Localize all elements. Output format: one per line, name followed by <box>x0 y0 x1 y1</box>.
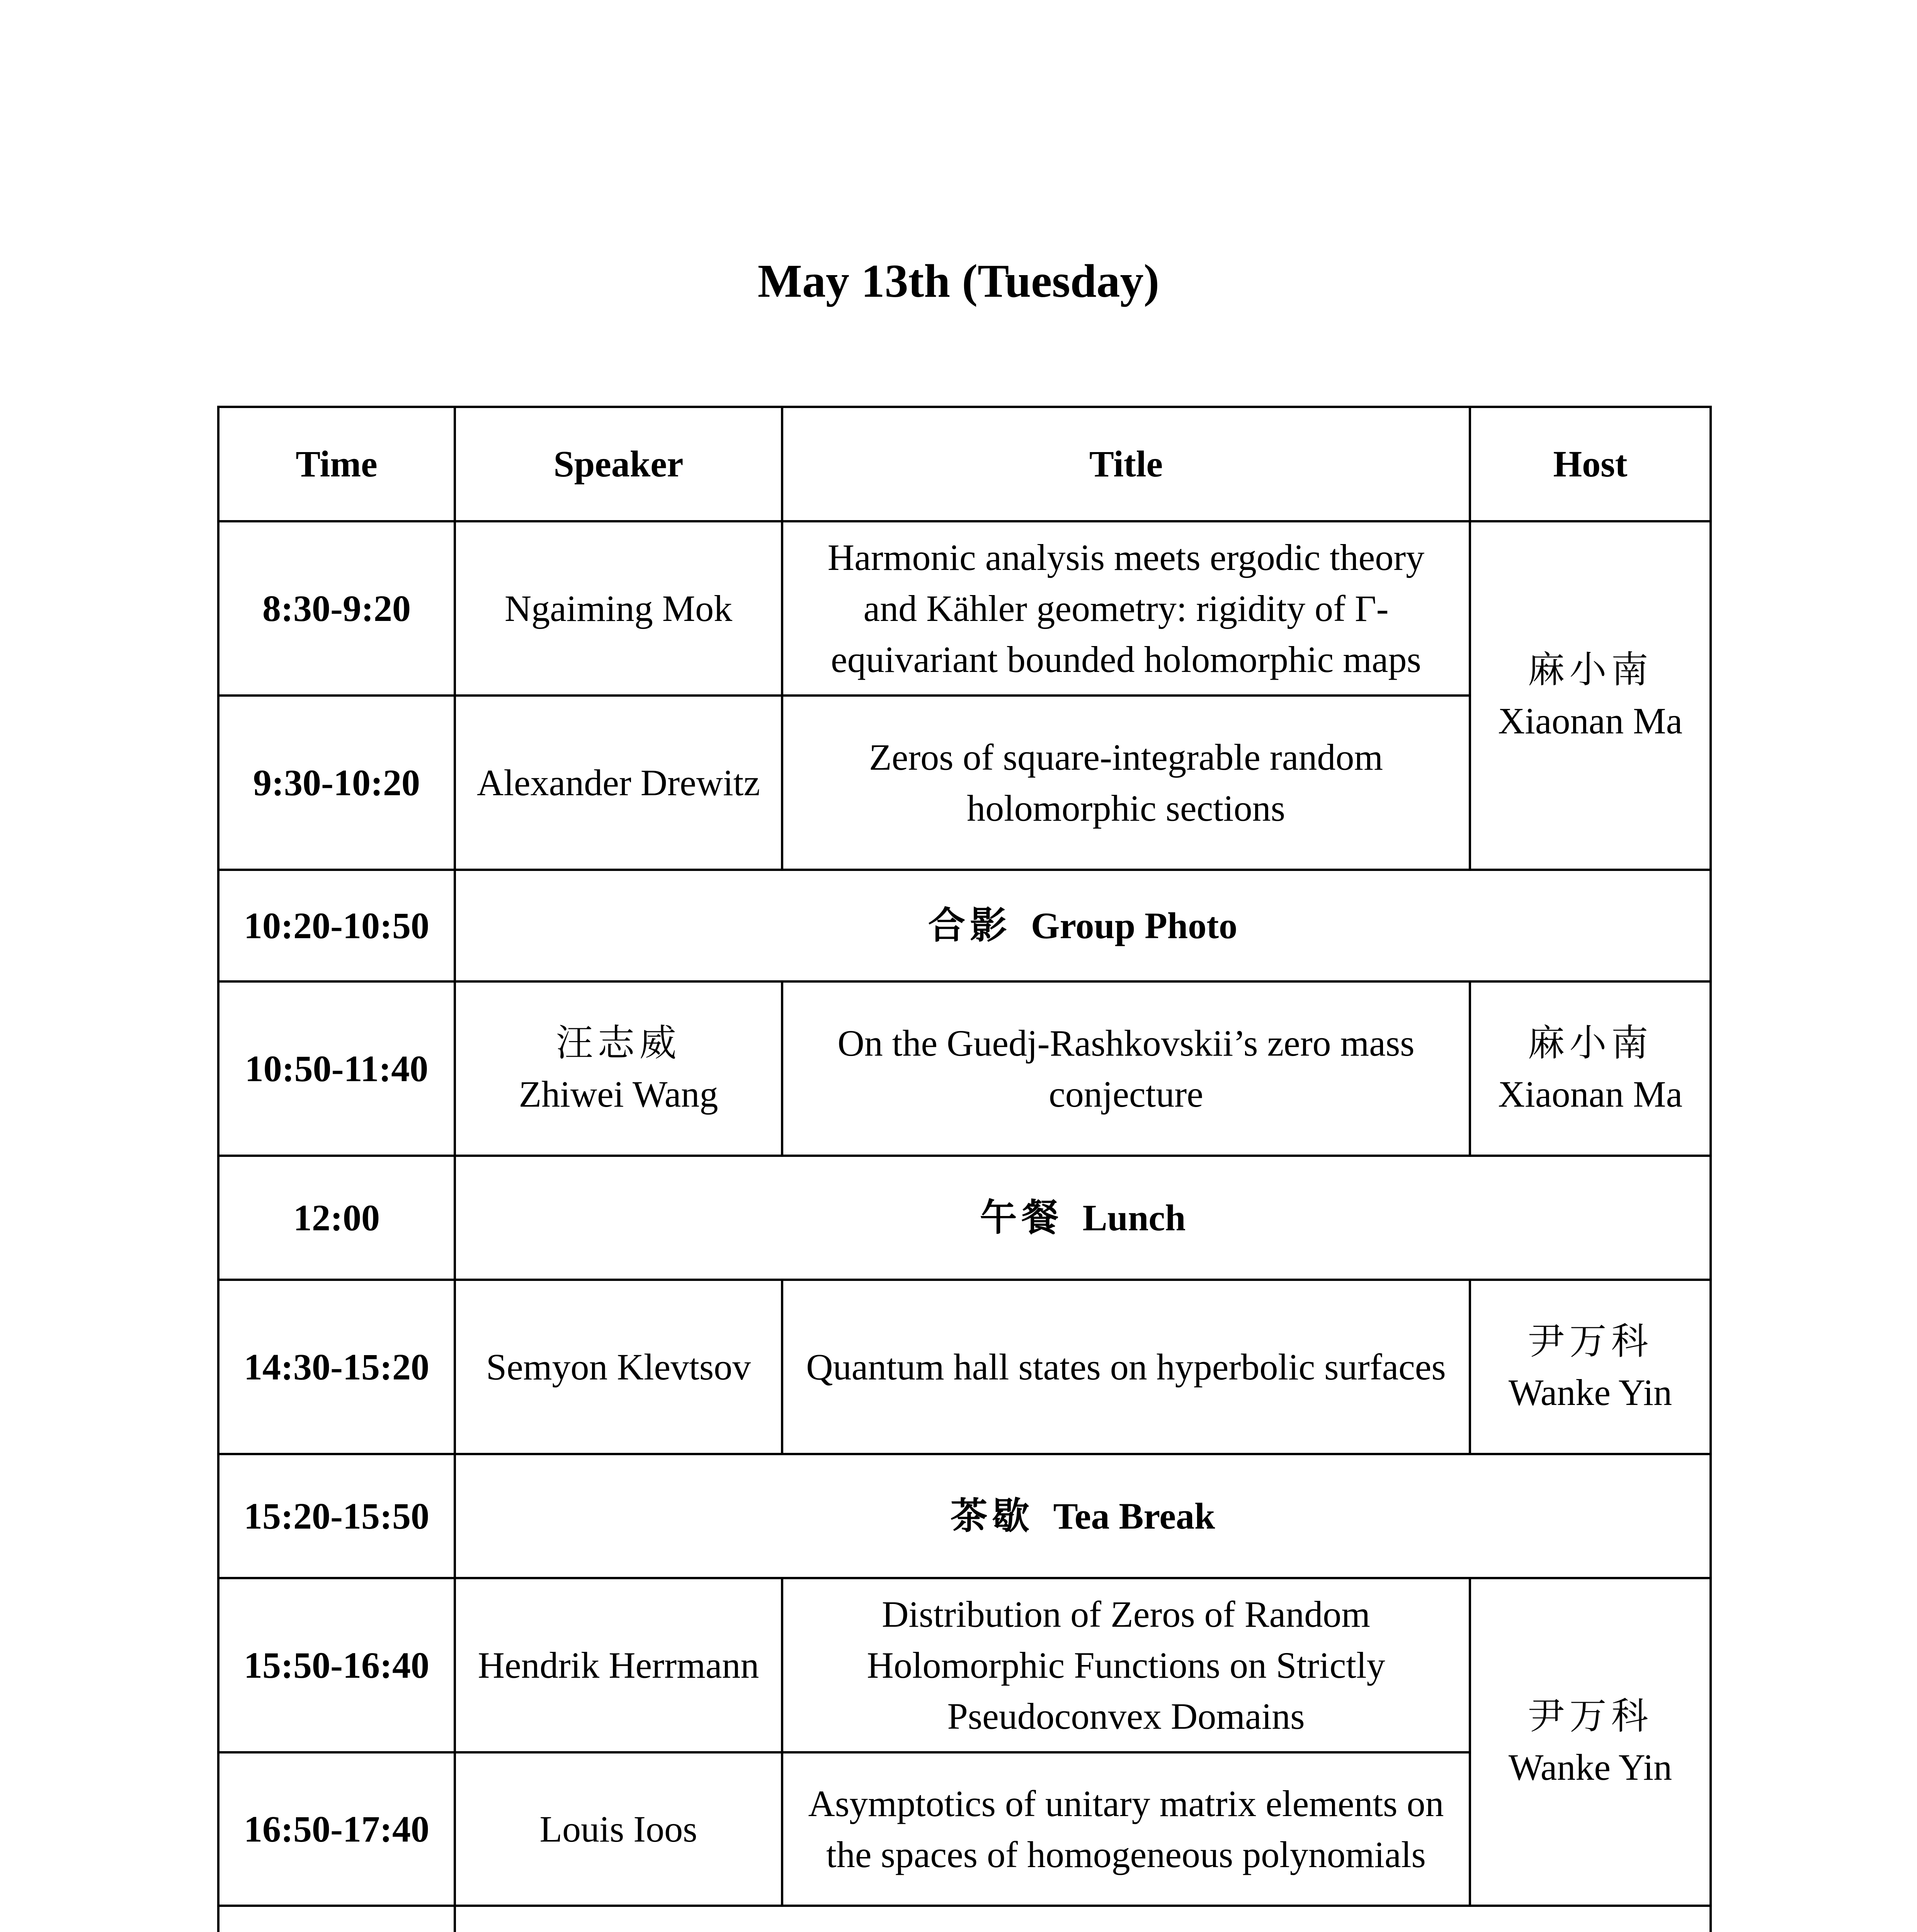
title-cell: Quantum hall states on hyperbolic surfaces <box>782 1280 1470 1454</box>
event-name-cn: 午餐 <box>980 1197 1063 1238</box>
time-cell: 15:20-15:50 <box>218 1454 455 1578</box>
time-cell: 8:30-9:20 <box>218 521 455 696</box>
header-speaker: Speaker <box>455 407 782 521</box>
title-cell: Distribution of Zeros of Random Holomorphic Functions on Strictly Pseudoconvex Domains <box>782 1578 1470 1752</box>
time-cell: 12:00 <box>218 1156 455 1280</box>
header-time: Time <box>218 407 455 521</box>
speaker-cell <box>455 981 782 1156</box>
table-row <box>218 870 1711 981</box>
event-cell <box>455 1156 1711 1280</box>
table-row <box>218 1578 1711 1752</box>
speaker-cell: Alexander Drewitz <box>455 696 782 870</box>
host-cell <box>1470 521 1711 870</box>
title-cell: On the Guedj-Rashkovskii’s zero mass conjecture <box>782 981 1470 1156</box>
time-cell: 14:30-15:20 <box>218 1280 455 1454</box>
speaker-cell: Ngaiming Mok <box>455 521 782 696</box>
event-cell <box>455 1906 1711 1932</box>
title-cell: Asymptotics of unitary matrix elements on the spaces of homogeneous polynomials <box>782 1752 1470 1906</box>
speaker-cell: Semyon Klevtsov <box>455 1280 782 1454</box>
event-cell <box>455 1454 1711 1578</box>
host-name-cn: 尹万科 <box>1527 1320 1653 1362</box>
time-cell: 16:50-17:40 <box>218 1752 455 1906</box>
table-header-row <box>218 407 1711 521</box>
table-row <box>218 981 1711 1156</box>
host-name-en: Xiaonan Ma <box>1498 1073 1683 1115</box>
time-cell: 15:50-16:40 <box>218 1578 455 1752</box>
host-name-en: Wanke Yin <box>1508 1371 1672 1413</box>
host-name-en: Wanke Yin <box>1508 1747 1672 1788</box>
host-name-cn: 麻小南 <box>1527 1022 1653 1064</box>
day1-title: May 13th (Tuesday) <box>757 255 1160 307</box>
header-host: Host <box>1470 407 1711 521</box>
time-cell: 10:50-11:40 <box>218 981 455 1156</box>
header-title: Title <box>782 407 1470 521</box>
event-cell <box>455 870 1711 981</box>
event-name-cn: 合影 <box>928 905 1012 946</box>
schedule-table <box>217 406 1712 1932</box>
table-row <box>218 521 1711 696</box>
table-row <box>218 1156 1711 1280</box>
host-cell <box>1470 1578 1711 1906</box>
event-name-cn: 茶歇 <box>950 1495 1034 1537</box>
table-row <box>218 1454 1711 1578</box>
host-name-cn: 麻小南 <box>1527 649 1653 690</box>
title-cell: Harmonic analysis meets ergodic theory and Kähler geometry: rigidity of Γ-equivariant bounded holomorphic maps <box>782 521 1470 696</box>
host-name-en: Xiaonan Ma <box>1498 700 1683 742</box>
speaker-name-en: Zhiwei Wang <box>519 1073 718 1115</box>
event-name-en: Tea Break <box>1053 1495 1215 1537</box>
title-cell: Zeros of square-integrable random holomorphic sections <box>782 696 1470 870</box>
time-cell: 10:20-10:50 <box>218 870 455 981</box>
speaker-cell: Louis Ioos <box>455 1752 782 1906</box>
table-row <box>218 1906 1711 1932</box>
host-cell <box>1470 1280 1711 1454</box>
host-name-cn: 尹万科 <box>1527 1696 1653 1737</box>
host-cell <box>1470 981 1711 1156</box>
speaker-cell: Hendrik Herrmann <box>455 1578 782 1752</box>
time-cell <box>218 1906 455 1932</box>
event-name-en: Group Photo <box>1031 905 1238 946</box>
speaker-name-cn: 汪志威 <box>556 1022 681 1064</box>
time-cell: 9:30-10:20 <box>218 696 455 870</box>
event-name-en: Lunch <box>1082 1197 1186 1238</box>
table-row <box>218 1280 1711 1454</box>
